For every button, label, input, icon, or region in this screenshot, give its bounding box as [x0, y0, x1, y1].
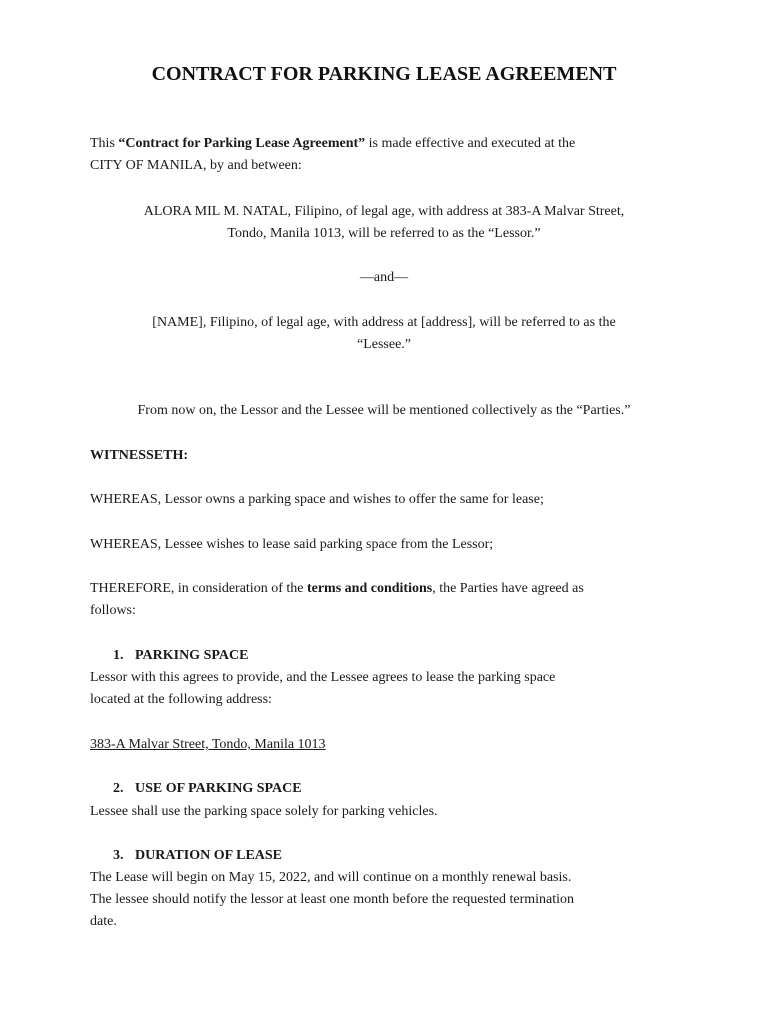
whereas-clause-1: WHEREAS, Lessor owns a parking space and wishes to offer the same for lease; — [90, 492, 544, 507]
parking-address-text: 383-A Malvar Street, Tondo, Manila 1013 — [90, 737, 326, 752]
lessor-line-2: Tondo, Manila 1013, will be referred to as the “Lessor.” — [227, 226, 541, 241]
lessor-paragraph — [90, 201, 678, 245]
section-heading-parking-space — [113, 645, 248, 667]
intro-line-2: CITY OF MANILA, by and between: — [90, 158, 302, 173]
section-line: date. — [90, 914, 117, 929]
whereas-clause-2: WHEREAS, Lessee wishes to lease said parking space from the Lessor; — [90, 537, 494, 552]
section-title: PARKING SPACE — [135, 648, 249, 663]
parties-statement: From now on, the Lessor and the Lessee will be mentioned collectively as the “Parties.” — [137, 403, 631, 418]
intro-paragraph — [90, 133, 670, 177]
therefore-line-2: follows: — [90, 603, 136, 618]
section-line: The Lease will begin on May 15, 2022, and will continue on a monthly renewal basis. — [90, 870, 572, 885]
section-line: Lessee shall use the parking space solely for parking vehicles. — [90, 804, 438, 819]
lessee-line-2: “Lessee.” — [356, 337, 412, 352]
lessee-paragraph — [90, 312, 678, 356]
section-heading-duration-of-lease — [113, 845, 282, 867]
section-line: located at the following address: — [90, 692, 272, 707]
section-body-duration-of-lease — [90, 867, 670, 933]
intro-prefix: This — [90, 136, 119, 151]
document-title: CONTRACT FOR PARKING LEASE AGREEMENT — [151, 63, 617, 85]
contract-name: “Contract for Parking Lease Agreement” — [118, 136, 366, 151]
therefore-line-1 — [90, 578, 670, 600]
parking-address — [90, 734, 670, 756]
section-body-parking-space — [90, 667, 670, 711]
section-title: DURATION OF LEASE — [135, 848, 283, 863]
lessee-line-1: [NAME], Filipino, of legal age, with address at [address], will be referred to as the — [152, 315, 616, 330]
intro-line-1 — [90, 133, 670, 155]
section-title: USE OF PARKING SPACE — [135, 781, 302, 796]
section-heading-use-of-parking-space — [113, 778, 302, 800]
section-body-use-of-parking-space — [90, 801, 670, 823]
witnesseth-heading: WITNESSETH: — [90, 448, 189, 463]
therefore-paragraph — [90, 578, 670, 622]
and-separator: —and— — [359, 270, 409, 285]
terms-and-conditions: terms and conditions — [306, 581, 433, 596]
intro-suffix: is made effective and executed at the — [365, 136, 576, 151]
therefore-suffix: , the Parties have agreed as — [432, 581, 584, 596]
therefore-prefix: THEREFORE, in consideration of the — [90, 581, 307, 596]
section-number: 2. — [113, 781, 124, 796]
lessor-line-1: ALORA MIL M. NATAL, Filipino, of legal age, with address at 383-A Malvar Street, — [143, 204, 625, 219]
section-number: 3. — [113, 848, 124, 863]
section-line: Lessor with this agrees to provide, and the Lessee agrees to lease the parking space — [90, 670, 556, 685]
section-line: The lessee should notify the lessor at least one month before the requested termination — [90, 892, 575, 907]
section-number: 1. — [113, 648, 124, 663]
